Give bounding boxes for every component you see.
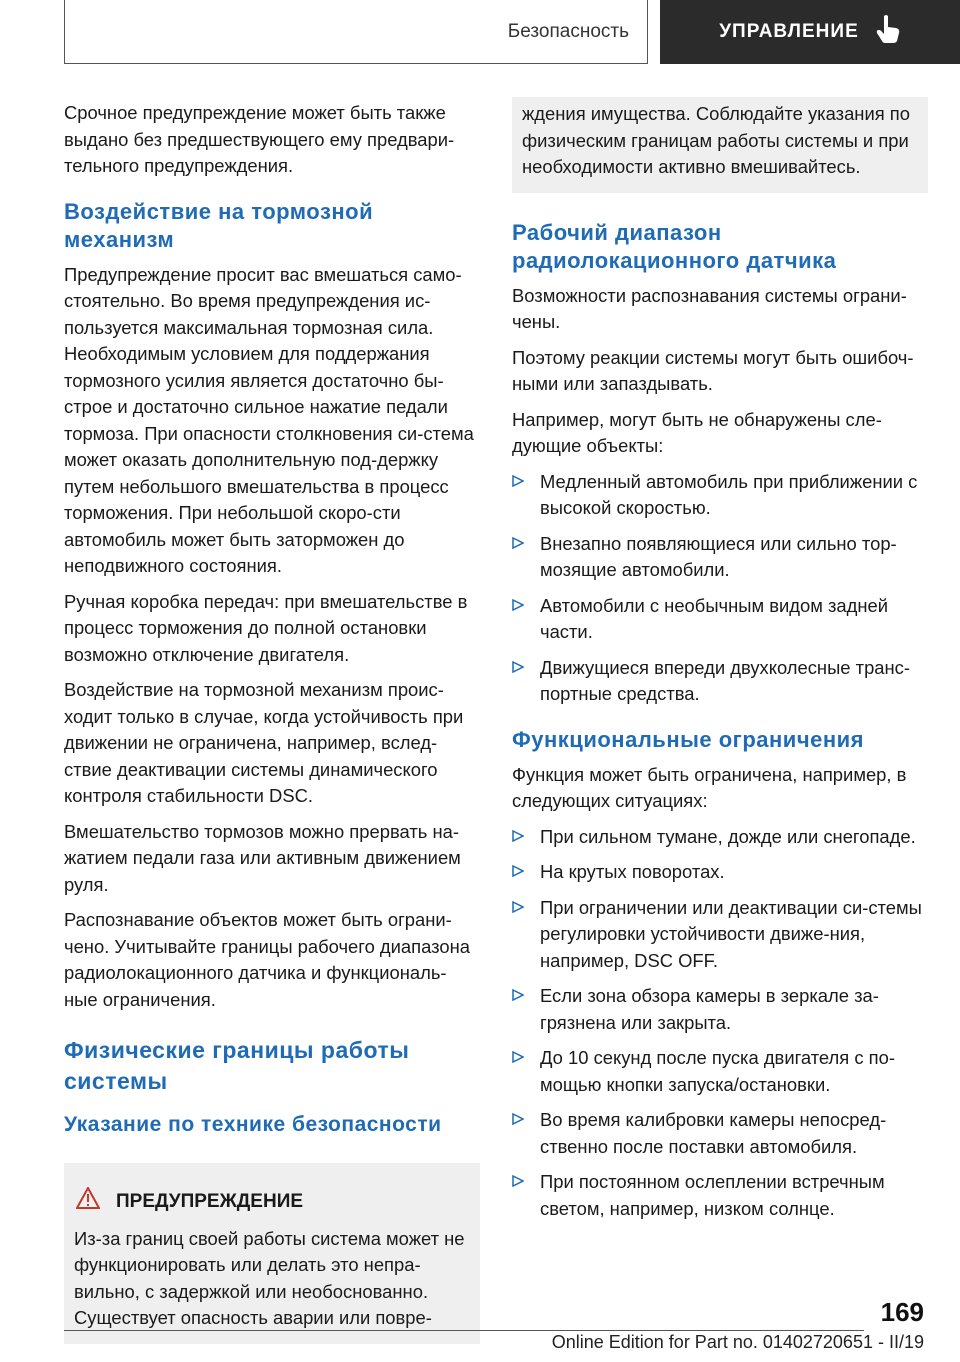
triangle-bullet-icon: [512, 983, 540, 1036]
list-item: [512, 983, 928, 1036]
paragraph: Срочное предупреждение может быть также выдано без предшествующего ему предвари-тельного предупреждения.: [64, 102, 455, 176]
paragraph: Воздействие на тормозной механизм проис-ходит только в случае, когда устойчивость при движении не ограничена, например, вслед-ствие деактивации системы динамического контроля стабильности DSC.: [64, 679, 464, 806]
page-number: 169: [880, 1297, 924, 1327]
list-item-text: Движущиеся впереди двухколесные транс-портные средства.: [540, 656, 911, 704]
right-column: [512, 100, 928, 1231]
list-item-text: При сильном тумане, дожде или снегопаде.: [540, 825, 916, 847]
warning-box: [64, 1159, 480, 1344]
list-item: [512, 859, 928, 886]
triangle-bullet-icon: [512, 531, 540, 584]
list-item: [512, 1107, 928, 1160]
paragraph: Функция может быть ограничена, например, в следующих ситуациях:: [512, 763, 907, 811]
footer-divider: [64, 1330, 864, 1331]
paragraph: Ручная коробка передач: при вмешательстве в процесс торможения до полной остановки возможно отключение двигателя.: [64, 590, 468, 665]
triangle-bullet-icon: [512, 655, 540, 708]
chapter-title: УПРАВЛЕНИЕ: [719, 21, 859, 42]
chapter-tab: [660, 0, 960, 64]
objects-list: [512, 469, 928, 708]
heading-safety-note: Указание по технике безопасности: [64, 1113, 442, 1136]
list-item-text: Внезапно появляющиеся или сильно тор-мозящие автомобили.: [540, 532, 897, 580]
triangle-bullet-icon: [512, 895, 540, 975]
list-item: [512, 824, 928, 851]
list-item: [512, 593, 928, 646]
triangle-bullet-icon: [512, 1169, 540, 1222]
situations-list: [512, 824, 928, 1223]
hand-pointer-icon: [875, 14, 901, 50]
list-item: [512, 1045, 928, 1098]
warning-triangle-icon: [76, 1187, 100, 1218]
list-item-text: При постоянном ослеплении встречным светом, например, низком солнце.: [540, 1171, 885, 1219]
paragraph: Поэтому реакции системы могут быть ошибоч-ными или запаздывать.: [512, 346, 914, 394]
list-item-text: Если зона обзора камеры в зеркале за-грязнена или закрыта.: [540, 985, 879, 1033]
list-item: [512, 655, 928, 708]
list-item-text: До 10 секунд после пуска двигателя с по-мощью кнопки запуска/остановки.: [540, 1047, 895, 1095]
list-item-text: Автомобили с необычным видом задней части.: [540, 594, 889, 642]
paragraph: Например, могут быть не обнаружены сле-дующие объекты:: [512, 408, 882, 456]
list-item-text: Медленный автомобиль при приближении с высокой скоростью.: [540, 470, 918, 518]
paragraph: Распознавание объектов может быть ограни-чено. Учитывайте границы рабочего диапазона радиолокационного датчика и функциональ-ные ограничения.: [64, 909, 470, 1010]
triangle-bullet-icon: [512, 593, 540, 646]
paragraph: Возможности распознавания системы ограни-чены.: [512, 284, 907, 332]
warning-box-continued: [512, 97, 928, 193]
triangle-bullet-icon: [512, 469, 540, 522]
list-item-text: При ограничении или деактивации си-стемы регулировки устойчивости движе-ния, например, DSC OFF.: [540, 896, 922, 971]
triangle-bullet-icon: [512, 1107, 540, 1160]
warning-text-continued: ждения имущества. Соблюдайте указания по физическим границам работы системы и при необходимости активно вмешивайтесь.: [522, 103, 910, 177]
triangle-bullet-icon: [512, 1045, 540, 1098]
section-title: Безопасность: [64, 0, 648, 64]
triangle-bullet-icon: [512, 824, 540, 851]
heading-brake-intervention: Воздействие на тормозной механизм: [64, 198, 374, 252]
page-header: [64, 0, 960, 64]
list-item-text: Во время калибровки камеры непосред-ственно после поставки автомобиля.: [540, 1109, 887, 1157]
list-item: [512, 895, 928, 975]
heading-radar-range: Рабочий диапазон радиолокационного датчика: [512, 219, 837, 273]
list-item: [512, 469, 928, 522]
heading-functional-limits: Функциональные ограничения: [512, 726, 864, 752]
list-item-text: На крутых поворотах.: [540, 861, 725, 882]
warning-title-row: [74, 1187, 468, 1218]
warning-text: Из-за границ своей работы система может не функционировать или делать это непра-вильно, с задержкой или необоснованно. Существует опасность аварии или повре-: [74, 1227, 465, 1328]
list-item: [512, 1169, 928, 1222]
list-item: [512, 531, 928, 584]
left-column: [64, 100, 480, 1344]
triangle-bullet-icon: [512, 859, 540, 886]
heading-physical-limits: Физические границы работы системы: [64, 1037, 410, 1094]
warning-title: ПРЕДУПРЕЖДЕНИЕ: [116, 1191, 304, 1212]
footer-edition: Online Edition for Part no. 01402720651 - II/19: [551, 1332, 924, 1352]
paragraph: Предупреждение просит вас вмешаться само-стоятельно. Во время предупреждения ис-пользуется максимальная тормозная сила. Необходимым условием для поддержания тормозного усилия является достаточно бы-строе и достаточно сильное нажатие педали тормоза. При опасности столкновения си-стема может оказать дополнительную под-держку путем небольшого вмешательства в процесс торможения. При небольшой скоро-сти автомобиль может быть заторможен до неподвижного состояния.: [64, 263, 474, 576]
paragraph: Вмешательство тормозов можно прервать на-жатием педали газа или активным движением руля.: [64, 820, 461, 895]
